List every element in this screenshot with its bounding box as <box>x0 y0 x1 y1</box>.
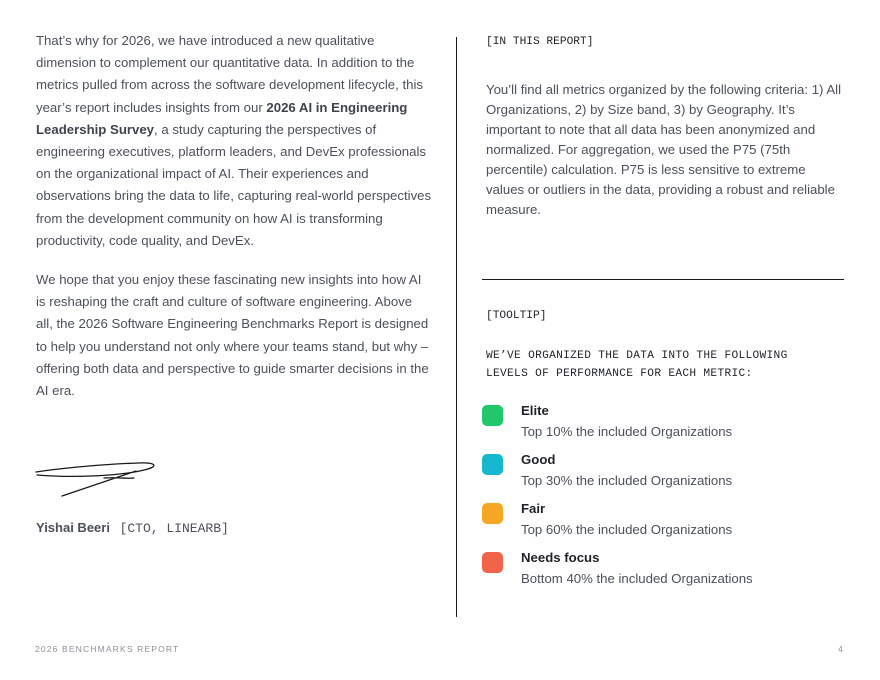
tooltip-label: [TOOLTIP] <box>486 310 547 322</box>
needs-focus-color-swatch <box>482 552 503 573</box>
in-this-report-text: You’ll find all metrics organized by the following criteria: 1) All Organizations, 2) by Size band, 3) by Geography. It’s important to note that all data has been anonymized and normalized. For aggregation, we used the P75 (75th percentile) calculation. P75 is less sensitive to extreme values or outliers in the data, providing a robust and reliable measure. <box>486 82 842 217</box>
performance-levels-list <box>482 403 862 599</box>
good-color-swatch <box>482 454 503 475</box>
signature-image <box>34 458 158 504</box>
level-name: Elite <box>521 403 549 418</box>
signer-role: [CTO, LINEARB] <box>119 521 229 536</box>
survey-name: 2026 AI in Engineering Leadership Survey <box>36 99 408 137</box>
intro-paragraph-2: We hope that you enjoy these fascinating new insights into how AI is reshaping the craft and culture of software engineering. Above all, the 2026 Software Engineering Benchmarks Report is designed to help you understand not only where your teams stand, but why – offering both data and perspective to guide smarter decisions in the AI era. <box>36 272 429 399</box>
level-name: Needs focus <box>521 550 600 565</box>
level-description: Top 60% the included Organizations <box>521 522 733 537</box>
level-item-elite <box>482 403 862 452</box>
level-description: Bottom 40% the included Organizations <box>521 571 753 586</box>
paragraph-text: That’s why for 2026, we have introduced a new qualitative dimension to complement our quantitative data. In addition to the metrics pulled from across the software development lifecycle, this year’s report includes insights from our <box>36 33 423 115</box>
fair-color-swatch <box>482 503 503 524</box>
level-item-fair <box>482 501 862 550</box>
level-description: Top 30% the included Organizations <box>521 473 733 488</box>
tooltip-heading: WE’VE ORGANIZED THE DATA INTO THE FOLLOWING LEVELS OF PERFORMANCE FOR EACH METRIC: <box>486 350 788 380</box>
intro-body <box>36 30 432 402</box>
footer-report-title: 2026 BENCHMARKS REPORT <box>35 644 180 654</box>
section-divider <box>482 279 844 280</box>
elite-color-swatch <box>482 405 503 426</box>
signer-name: Yishai Beeri <box>36 520 110 535</box>
intro-paragraph-1 <box>36 30 432 252</box>
footer-page-number: 4 <box>838 644 843 654</box>
level-name: Fair <box>521 501 546 516</box>
level-name: Good <box>521 452 556 467</box>
paragraph-text: , a study capturing the perspectives of engineering executives, platform leaders, and DevEx professionals on the organizational impact of AI. Their experiences and observations bring the data to life, capturing real-world perspectives from the development community on how AI is transforming productivity, code quality, and DevEx. <box>36 121 432 248</box>
level-description: Top 10% the included Organizations <box>521 424 733 439</box>
level-item-good <box>482 452 862 501</box>
level-item-needs-focus <box>482 550 862 599</box>
signer-line <box>36 520 229 536</box>
column-divider <box>456 37 457 617</box>
in-this-report-label: [IN THIS REPORT] <box>486 36 594 48</box>
